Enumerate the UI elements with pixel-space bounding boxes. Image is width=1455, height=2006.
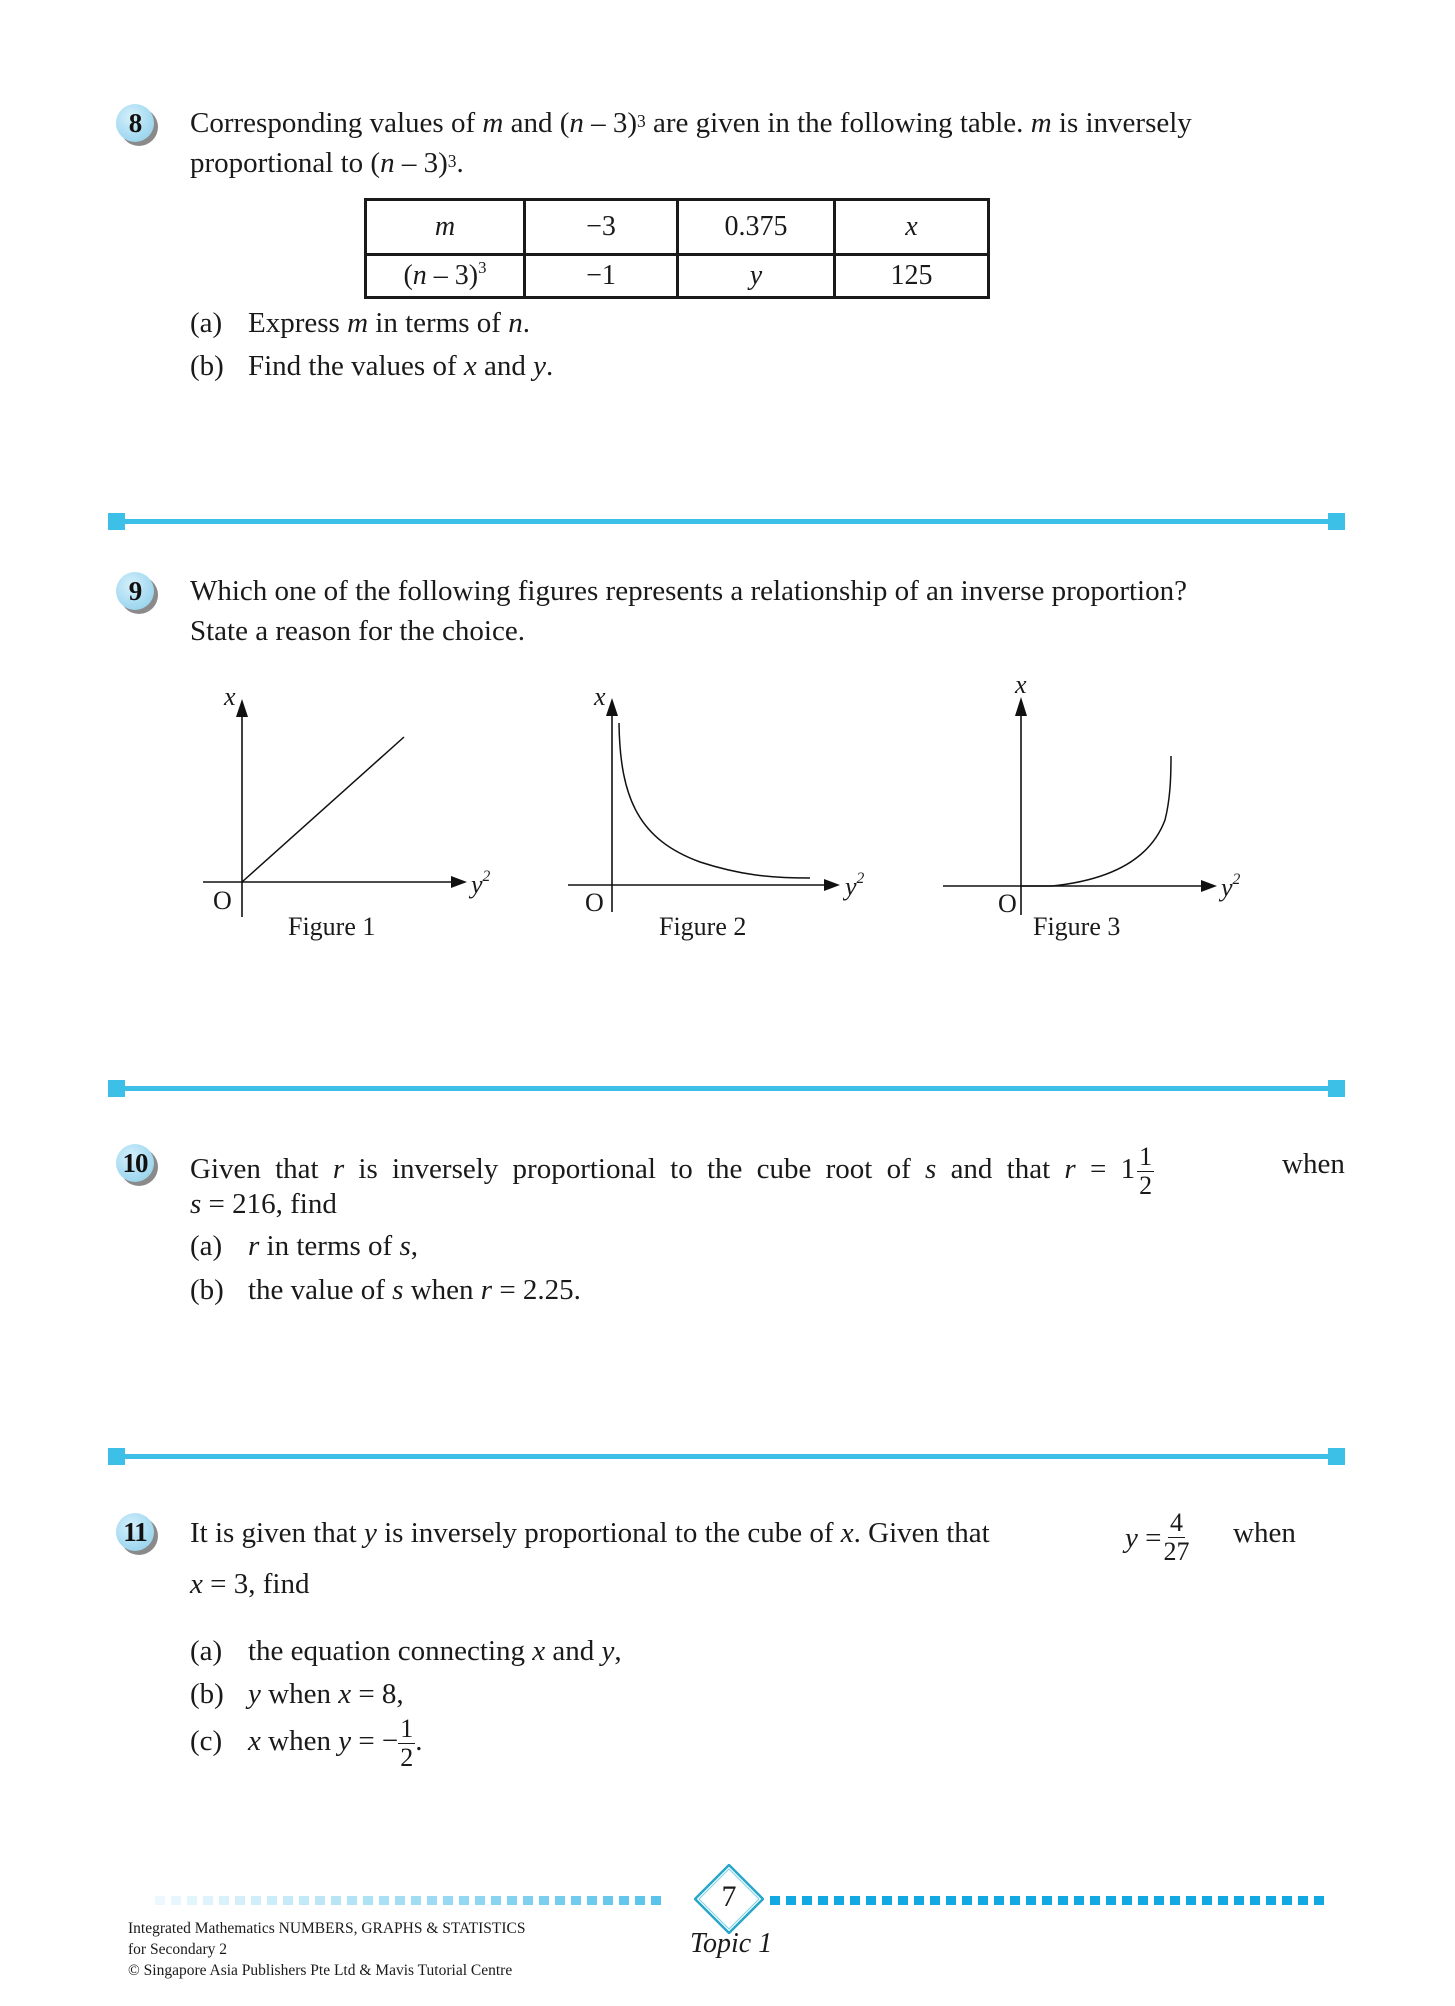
badge-circle: 10 [116, 1144, 154, 1182]
section-divider [108, 1080, 1345, 1098]
text: proportional to ( [190, 147, 381, 179]
var: r [480, 1274, 493, 1306]
text: the value of [248, 1274, 393, 1306]
cell-text: y [749, 260, 763, 291]
text: Find the values of [248, 350, 464, 382]
text: is inversely [1051, 107, 1192, 139]
divider-bar [108, 1454, 1345, 1459]
text: , [614, 1635, 622, 1667]
text: Express [248, 307, 348, 339]
page-number-diamond [694, 1864, 764, 1934]
axis-var: y [471, 870, 483, 899]
question-number-badge [116, 1144, 154, 1182]
q11-stem-equation [1125, 1508, 1191, 1568]
var: r [1064, 1153, 1076, 1186]
figure-2-x-axis-label [845, 872, 864, 902]
fraction [1163, 1510, 1189, 1565]
text: when [260, 1725, 339, 1758]
text: It is given that [190, 1517, 364, 1549]
denominator: 2 [1139, 1171, 1153, 1200]
figure-2-origin: O [585, 888, 604, 917]
table-cell: 125 [835, 255, 989, 298]
text: . Given that [853, 1517, 990, 1549]
text: when [260, 1678, 339, 1710]
footer-book-level: for Secondary 2 [128, 1941, 227, 1958]
text: in terms of [259, 1230, 400, 1262]
var: x [190, 1568, 203, 1600]
q11-part-a [190, 1631, 622, 1671]
exponent: 2 [856, 870, 865, 887]
part-label: (b) [190, 1274, 224, 1306]
part-label: (b) [190, 350, 224, 382]
text: and that [936, 1153, 1065, 1186]
q11-part-c [190, 1716, 423, 1771]
figure-2-y-axis-label: x [594, 682, 606, 711]
text: – 3) [394, 147, 448, 179]
var: s [392, 1274, 404, 1306]
figure-1-origin: O [213, 886, 232, 915]
var: n [569, 107, 584, 139]
text: = [1137, 1522, 1162, 1555]
text: when [403, 1274, 481, 1306]
table-cell: −1 [525, 255, 678, 298]
numerator: 1 [400, 1714, 414, 1743]
figure-3-x-axis-label [1221, 873, 1240, 903]
q11-stem-line2 [190, 1564, 309, 1604]
figure-1-y-axis-label: x [224, 682, 236, 711]
figure-3-y-axis-label: x [1015, 670, 1027, 699]
axis-var: y [845, 872, 857, 901]
text: and [545, 1635, 602, 1667]
numerator: 4 [1169, 1508, 1183, 1537]
question-number-badge [116, 1513, 154, 1551]
part-label: (a) [190, 1230, 223, 1262]
var: y [248, 1678, 261, 1710]
section-divider [108, 1448, 1345, 1466]
figure-1-caption: Figure 1 [288, 912, 376, 941]
q10-part-a [190, 1226, 418, 1266]
var: x [463, 350, 477, 382]
fraction [398, 1716, 415, 1771]
text: Given that [190, 1153, 333, 1186]
text: in terms of [368, 307, 509, 339]
q10-stem-line1 [190, 1144, 1335, 1199]
text: , [410, 1230, 418, 1262]
text: and ( [503, 107, 570, 139]
part-label: (c) [190, 1725, 223, 1758]
var: r [332, 1153, 345, 1186]
part-label: (a) [190, 1635, 223, 1667]
denominator: 2 [400, 1743, 414, 1772]
text: . [522, 307, 530, 339]
var: x [532, 1635, 546, 1667]
page-number: 7 [721, 1880, 737, 1913]
figure-3-origin: O [998, 889, 1017, 918]
text: . [545, 350, 554, 382]
var: s [399, 1230, 411, 1262]
exponent: 2 [1232, 871, 1241, 888]
text: = − [351, 1725, 399, 1758]
q10-stem-line2 [190, 1184, 337, 1224]
var: y [601, 1635, 615, 1667]
figure-2-caption: Figure 2 [659, 912, 747, 941]
footer-copyright: © Singapore Asia Publishers Pte Ltd & Mavis Tutorial Centre [128, 1962, 513, 1979]
exponent: 3 [637, 111, 646, 131]
part-label: (a) [190, 307, 223, 339]
var: m [482, 107, 504, 139]
text: the equation connecting [248, 1635, 533, 1667]
text: and [476, 350, 534, 382]
table-cell: −3 [525, 200, 678, 255]
text: = 216, find [201, 1188, 337, 1220]
text: = 8, [351, 1678, 404, 1710]
var: m [347, 307, 369, 339]
var: x [338, 1678, 352, 1710]
figure-1-x-axis-label [471, 870, 490, 900]
figure-2-graph [568, 698, 840, 912]
cell-text: x [905, 211, 918, 242]
text: = 2.25. [492, 1274, 581, 1306]
denominator: 27 [1163, 1537, 1190, 1566]
badge-circle: 8 [116, 104, 154, 142]
figures-graphs [0, 0, 1455, 1000]
text: = 1 [1075, 1153, 1136, 1186]
var: x [840, 1517, 854, 1549]
divider-end-square [1328, 1448, 1345, 1465]
q11-stem-line1-end: when [1233, 1517, 1296, 1549]
var: y [363, 1517, 377, 1549]
q9-stem-line1: Which one of the following figures represents a relationship of an inverse proportion? [190, 575, 1187, 607]
q11-stem-line1 [190, 1513, 990, 1553]
q9-stem-line2: State a reason for the choice. [190, 615, 525, 647]
text: is inversely proportional to the cube root of [344, 1153, 926, 1186]
text: . [456, 147, 464, 179]
divider-end-square [108, 1080, 125, 1097]
var: n [380, 147, 395, 179]
text: are given in the following table. [645, 107, 1031, 139]
figure-1-graph [203, 699, 467, 917]
text: is inversely proportional to the cube of [376, 1517, 841, 1549]
q10-stem-line1-end: when [1282, 1148, 1345, 1180]
footer-book-title: Integrated Mathematics NUMBERS, GRAPHS & STATISTICS [128, 1920, 526, 1937]
exponent: 3 [447, 151, 457, 171]
badge-circle: 11 [116, 1513, 154, 1551]
part-label: (b) [190, 1678, 224, 1710]
exponent: 2 [482, 868, 491, 885]
divider-end-square [108, 1448, 125, 1465]
divider-bar [108, 1086, 1345, 1091]
axis-var: y [1221, 873, 1233, 902]
var: x [248, 1725, 261, 1758]
q10-part-b [190, 1270, 581, 1310]
table-header-cell: (n – 3)$^3$ [366, 255, 525, 298]
var: n [508, 307, 523, 339]
table-cell: 0.375 [678, 200, 835, 255]
var: m [1030, 107, 1052, 139]
var: y [338, 1725, 352, 1758]
topic-label: Topic 1 [690, 1928, 773, 1959]
figure-3-caption: Figure 3 [1033, 912, 1121, 941]
var: s [190, 1188, 202, 1220]
text: – 3) [583, 107, 638, 139]
text: . [415, 1725, 423, 1758]
figure-3-graph [943, 697, 1217, 915]
q11-part-b [190, 1674, 404, 1714]
var: s [925, 1153, 937, 1186]
footer-dotted-rule-right [770, 1896, 1324, 1905]
badge-circle: 9 [116, 572, 154, 610]
cell-text: m [434, 211, 456, 242]
var: r [248, 1230, 260, 1262]
numerator: 1 [1139, 1142, 1153, 1171]
var: y [533, 350, 546, 382]
footer-dotted-rule-left [155, 1896, 661, 1905]
divider-end-square [1328, 1080, 1345, 1097]
text: Corresponding values of [190, 107, 483, 139]
text: = 3, find [202, 1568, 310, 1600]
fraction [1137, 1144, 1154, 1199]
var: y [1125, 1522, 1138, 1555]
